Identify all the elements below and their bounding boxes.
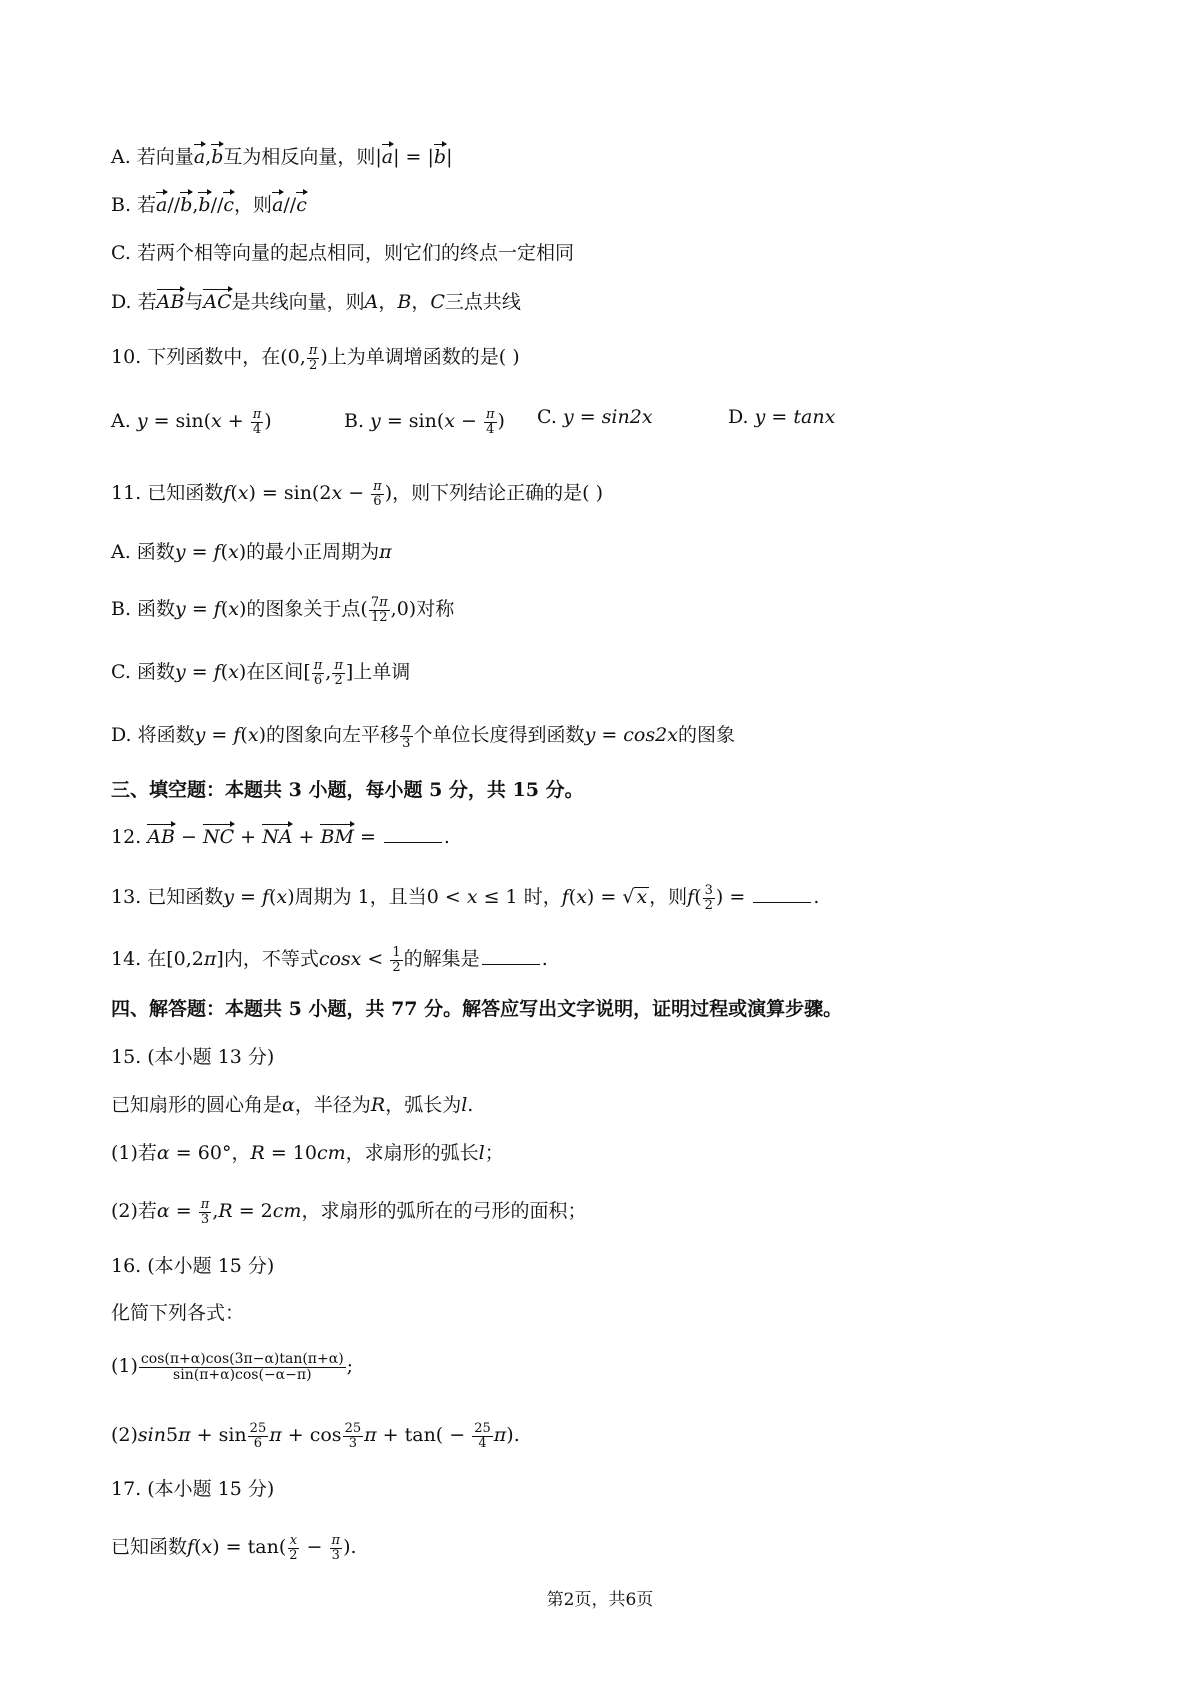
q15-part2: (2)若α = $\frac{\pi}{3}$ ,R = 2cm，求扇形的弧所在的弓形的面积； (111, 1197, 587, 1227)
q16-stem: 化简下列各式： (111, 1302, 245, 1324)
q10-stem: 10. 下列函数中，在(0, $\frac{\pi}{2}$ )上为单调增函数的是( ) (111, 343, 520, 373)
q16-part2: (2)sin5π + sin $\frac{25}{6}$ π + cos $\frac{25}{3}$ π + tan( − $\frac{25}{4}$ π). (111, 1421, 520, 1451)
q11-option-c: C. 函数y = f(x)在区间[ $\frac{\pi}{6}$ , $\frac{\pi}{2}$ ]上单调 (111, 658, 411, 688)
q9-option-d: D. 若AB与AC是共线向量，则A，B，C三点共线 (111, 291, 521, 313)
q15-head: 15. (本小题 13 分) (111, 1046, 275, 1068)
q11-option-a: A. 函数y = f(x)的最小正周期为π (111, 541, 392, 563)
q13-answer-blank[interactable] (753, 902, 811, 903)
q10-option-a: A. y = sin(x + $\frac{\pi}{4}$ ) (111, 407, 272, 437)
q14-answer-blank[interactable] (482, 964, 540, 965)
q15-part1: (1)若α = 60°，R = 10cm，求扇形的弧长l； (111, 1142, 504, 1164)
section3-title: 三、填空题：本题共 3 小题，每小题 5 分，共 15 分。 (111, 779, 584, 801)
q16-head: 16. (本小题 15 分) (111, 1255, 275, 1277)
q10-option-c: C. y = sin2x (537, 406, 653, 428)
q9-option-a: A. 若向量a,b互为相反向量，则|a| = |b| (111, 146, 453, 168)
q11-option-b: B. 函数y = f(x)的图象关于点( $\frac{7\pi}{12}$ ,0)对称 (111, 595, 455, 625)
q15-stem: 已知扇形的圆心角是α，半径为R，弧长为l. (111, 1094, 474, 1116)
q9-option-c: C. 若两个相等向量的起点相同，则它们的终点一定相同 (111, 242, 574, 264)
q16-part1: (1) $\frac{\cos(\pi+\alpha)\cos(3\pi-\alpha)\tan(\pi+\alpha)}{\sin(\pi+\alpha)\cos(-\alpha-\pi)}$ ; (111, 1351, 354, 1383)
section4-title: 四、解答题：本题共 5 小题，共 77 分。解答应写出文字说明，证明过程或演算步骤。 (111, 998, 843, 1020)
q11-option-d: D. 将函数y = f(x)的图象向左平移 $\frac{\pi}{3}$ 个单位长度得到函数y = cos2x的图象 (111, 721, 735, 751)
q14: 14. 在[0,2π]内，不等式cosx < $\frac{1}{2}$ 的解集是 . (111, 945, 548, 975)
q10-option-d: D. y = tanx (728, 406, 836, 428)
q9-option-b: B. 若a//b,b//c，则a//c (111, 194, 307, 216)
q12-answer-blank[interactable] (384, 842, 442, 843)
q12: 12. AB − NC + NA + BM = . (111, 826, 450, 848)
q13: 13. 已知函数y = f(x)周期为 1，且当0 < x ≤ 1 时，f(x) = √ x ，则f( $\frac{3}{2}$ ) = . (111, 883, 820, 913)
q17-stem: 已知函数f(x) = tan( $\frac{x}{2}$ − $\frac{\pi}{3}$ ). (111, 1533, 357, 1563)
page-footer: 第2页，共6页 (546, 1590, 654, 1610)
q11-stem: 11. 已知函数f(x) = sin(2x − $\frac{\pi}{6}$ )，则下列结论正确的是( ) (111, 479, 603, 509)
q17-head: 17. (本小题 15 分) (111, 1478, 275, 1500)
q10-option-b: B. y = sin(x − $\frac{\pi}{4}$ ) (344, 407, 505, 437)
